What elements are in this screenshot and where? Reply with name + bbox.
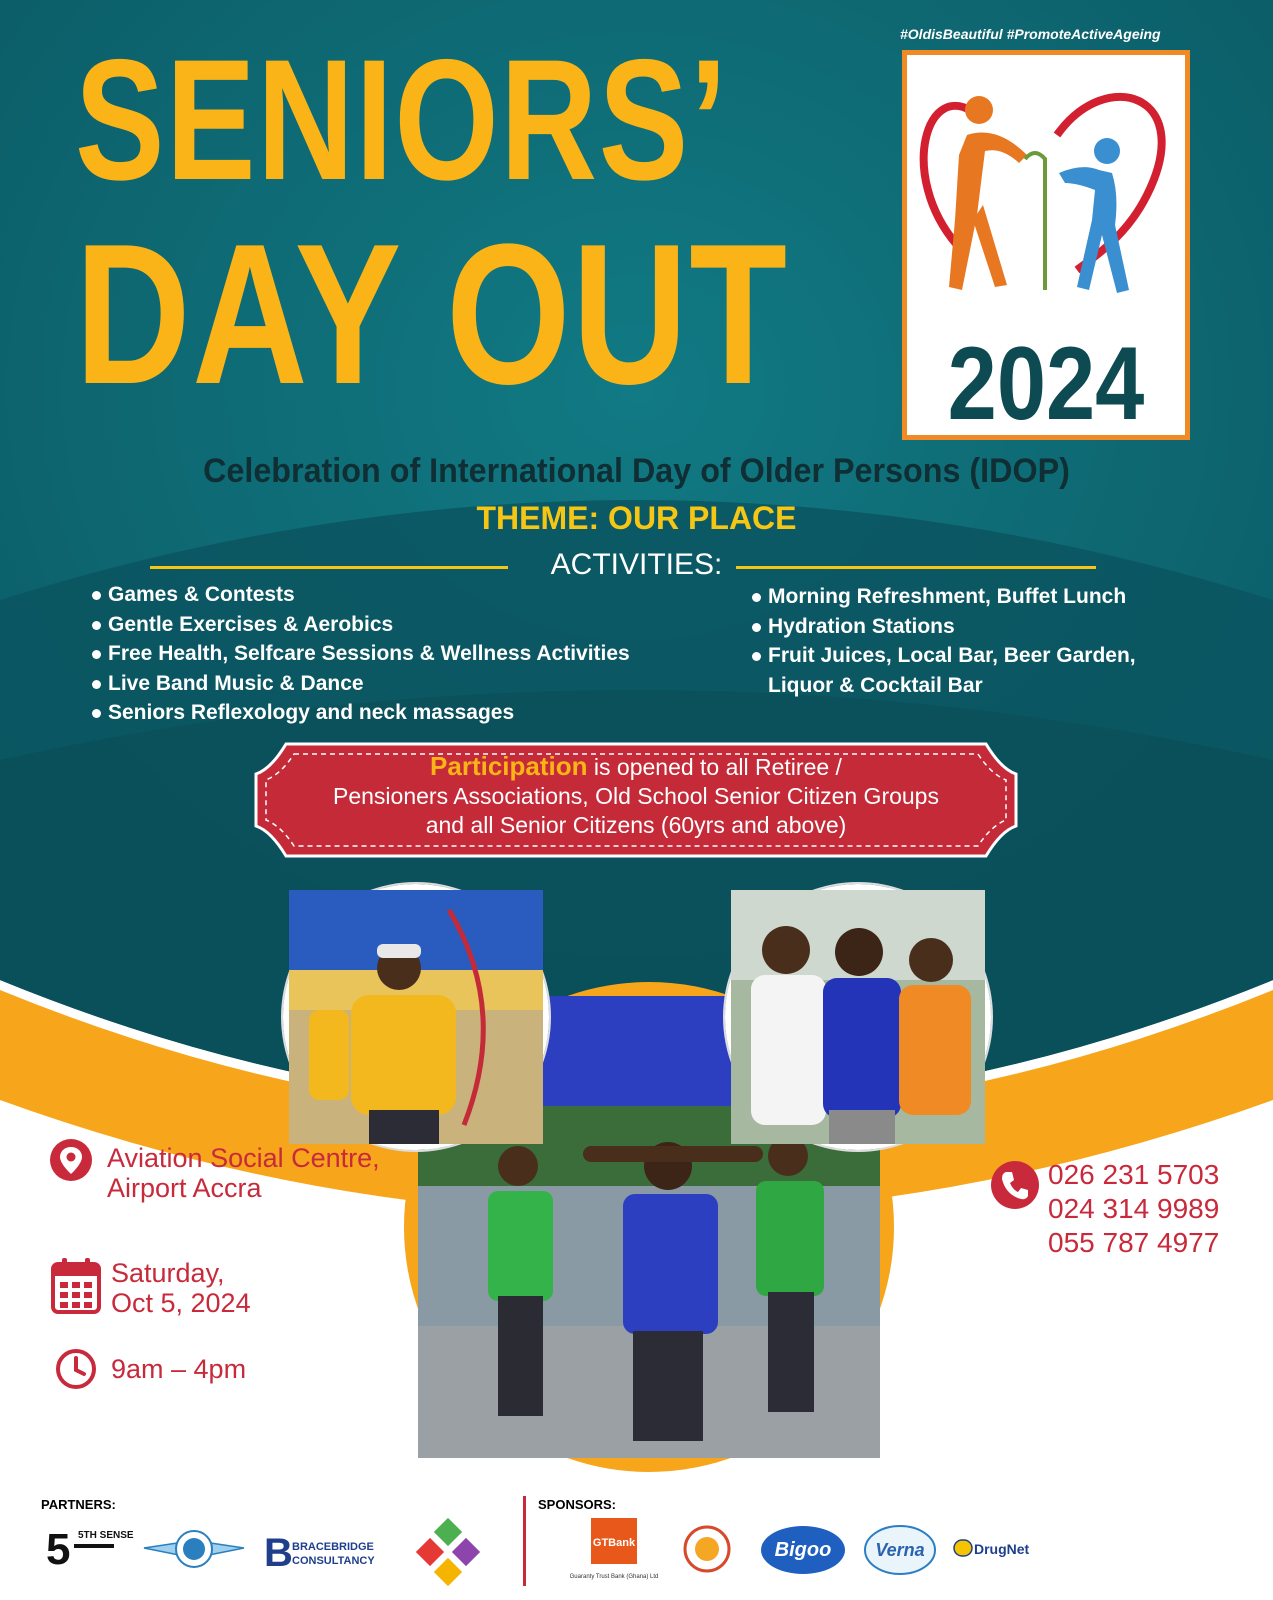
list-item: Games & Contests: [92, 580, 630, 610]
clock-icon: [55, 1348, 97, 1390]
venue-line2: Airport Accra: [107, 1173, 262, 1203]
svg-text:Verna: Verna: [875, 1540, 925, 1560]
venue: [107, 1143, 380, 1203]
title-line-2: DAY OUT: [75, 203, 789, 426]
sponsors-label: SPONSORS:: [538, 1497, 617, 1512]
event-time: 9am – 4pm: [111, 1354, 247, 1384]
list-item: Fruit Juices, Local Bar, Beer Garden,: [752, 641, 1136, 671]
svg-text:B: B: [264, 1531, 293, 1575]
verna-logo: [862, 1516, 938, 1580]
date-line2: Oct 5, 2024: [111, 1288, 251, 1318]
activities-list-left: [92, 580, 630, 728]
event-logo: [902, 50, 1190, 440]
activities-list-right: [752, 582, 1136, 700]
list-item: Live Band Music & Dance: [92, 669, 630, 699]
phone-2[interactable]: 024 314 9989: [1048, 1193, 1220, 1224]
list-item: Gentle Exercises & Aerobics: [92, 610, 630, 640]
svg-text:DrugNet: DrugNet: [974, 1541, 1030, 1557]
svg-text:GTBank: GTBank: [592, 1537, 636, 1549]
photo-archery: [283, 884, 549, 1150]
theme: [0, 500, 1273, 537]
location-pin-icon: [49, 1138, 93, 1182]
logo-year: 2024: [947, 326, 1145, 442]
svg-text:CONSULTANCY: CONSULTANCY: [292, 1555, 375, 1567]
heart-figures-icon: [907, 55, 1185, 315]
svg-text:5TH SENSE: 5TH SENSE: [78, 1530, 134, 1541]
list-item: Morning Refreshment, Buffet Lunch: [752, 582, 1136, 612]
hashtags: #OldisBeautiful #PromoteActiveAgeing: [900, 26, 1161, 42]
subtitle: Celebration of International Day of Older Persons (IDOP): [203, 452, 1070, 490]
fifth-sense-logo: [44, 1520, 134, 1580]
svg-text:5: 5: [46, 1525, 71, 1574]
phone-3[interactable]: 055 787 4977: [1048, 1227, 1220, 1258]
phone-icon: [990, 1160, 1040, 1210]
date-line1: Saturday,: [111, 1258, 225, 1288]
section-divider: [523, 1496, 526, 1586]
theme-value: OUR PLACE: [608, 500, 797, 536]
participation-line1: is opened to all Retiree /: [587, 754, 842, 780]
phone-1[interactable]: 026 231 5703: [1048, 1159, 1220, 1190]
bigoo-logo: [758, 1520, 848, 1578]
drugnet-logo: [952, 1534, 1044, 1562]
event-date: [111, 1258, 251, 1318]
theme-label: THEME:: [476, 500, 600, 536]
activities-title: ACTIVITIES:: [550, 548, 723, 581]
list-item: Free Health, Selfcare Sessions & Wellness Activities: [92, 639, 630, 669]
list-item: Hydration Stations: [752, 612, 1136, 642]
phone-numbers: [1048, 1158, 1219, 1260]
list-item-continued: Liquor & Cocktail Bar: [768, 673, 983, 697]
participation-line3: and all Senior Citizens (60yrs and above): [425, 812, 847, 838]
age-logo: [412, 1520, 484, 1584]
participation-text: [246, 752, 1026, 840]
venue-line1: Aviation Social Centre,: [107, 1143, 380, 1173]
svg-text:Guaranty Trust Bank (Ghana) Lt: Guaranty Trust Bank (Ghana) Ltd: [569, 1574, 659, 1580]
participation-highlight: Participation: [430, 751, 588, 781]
gtbank-logo: [565, 1514, 663, 1586]
partners-label: PARTNERS:: [41, 1497, 116, 1512]
list-item: Seniors Reflexology and neck massages: [92, 698, 630, 728]
trust-emblem-logo: [682, 1524, 732, 1574]
photo-seniors-group: [725, 884, 991, 1150]
calendar-icon: [51, 1256, 101, 1314]
participation-line2: Pensioners Associations, Old School Senior Citizen Groups: [333, 783, 939, 809]
title-line-1: SENIORS’: [75, 24, 729, 216]
aviation-social-centre-logo: [140, 1526, 248, 1576]
bracebridge-consultancy-logo: [262, 1528, 392, 1574]
svg-text:BRACEBRIDGE: BRACEBRIDGE: [292, 1541, 374, 1553]
svg-text:Bigoo: Bigoo: [774, 1539, 832, 1561]
